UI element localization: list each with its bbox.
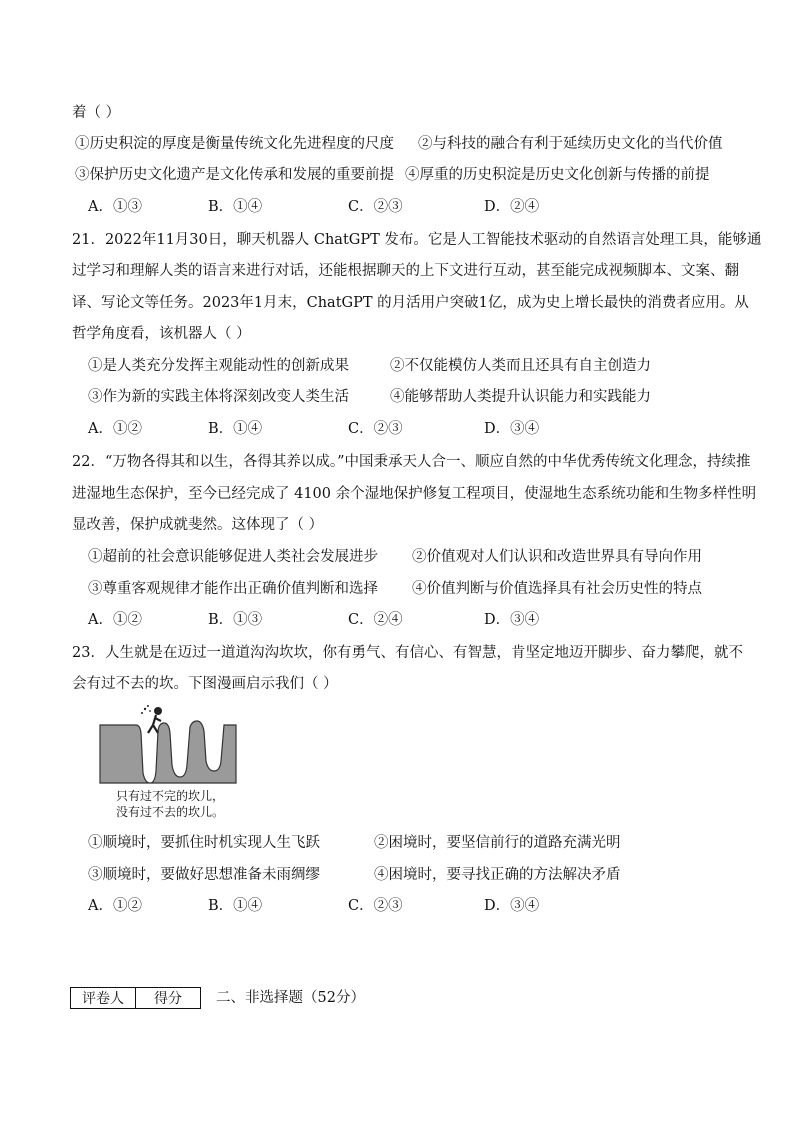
score-label: 得分	[136, 988, 201, 1009]
q20-option-2: ②与科技的融合有利于延续历史文化的当代价值	[418, 136, 723, 152]
q21-option-3: ③作为新的实践主体将深刻改变人类生活	[88, 389, 349, 405]
q22-option-2: ②价值观对人们认识和改造世界具有导向作用	[412, 549, 702, 565]
q23-answer-c: C．②③	[348, 898, 403, 914]
q23-option-2: ②困境时，要坚信前行的道路充满光明	[374, 835, 621, 851]
q23-stem-line-1: 23．人生就是在迈过一道道沟沟坎坎，你有勇气、有信心、有智慧，肯坚定地迈开脚步、奋力攀爬，就不	[72, 645, 743, 661]
q22-option-4: ④价值判断与价值选择具有社会历史性的特点	[412, 581, 702, 597]
q23-answer-b: B．①④	[208, 898, 263, 914]
q23-option-4: ④困境时，要寻找正确的方法解决矛盾	[374, 867, 621, 883]
q21-stem-line-2: 过学习和理解人类的语言来进行对话，还能根据聊天的上下文进行互动，甚至能完成视频脚本、文案、翻	[72, 263, 739, 279]
q21-stem-line-4: 哲学角度看，该机器人（ ）	[72, 326, 251, 342]
q20-answer-b: B．①④	[208, 199, 263, 215]
q21-stem-line-1: 21．2022年11月30日，聊天机器人 ChatGPT 发布。它是人工智能技术驱动的自然语言处理工具，能够通	[72, 232, 762, 248]
q22-option-1: ①超前的社会意识能够促进人类社会发展进步	[88, 549, 378, 565]
q20-answer-c: C．②③	[348, 199, 403, 215]
q22-answer-a: A．①②	[88, 612, 142, 628]
q20-answer-d: D．②④	[484, 199, 540, 215]
q21-option-4: ④能够帮助人类提升认识能力和实践能力	[390, 389, 651, 405]
q22-answer-b: B．①③	[208, 612, 263, 628]
cartoon-caption-line-1: 只有过不完的坎儿，	[116, 789, 225, 803]
q20-stem-tail: 着（ ）	[72, 105, 121, 121]
q23-answer-a: A．①②	[88, 898, 142, 914]
cartoon-caption-line-2: 没有过不去的坎儿。	[116, 805, 225, 819]
q21-answer-a: A．①②	[88, 421, 142, 437]
q21-answer-b: B．①④	[208, 421, 263, 437]
q22-stem-line-1: 22．“万物各得其和以生，各得其养以成。”中国秉承天人合一、顺应自然的中华优秀传统文化理念，持续推	[72, 454, 751, 470]
score-table	[70, 987, 201, 1009]
section-title: 二、非选择题（52分）	[216, 990, 365, 1006]
q21-option-1: ①是人类充分发挥主观能动性的创新成果	[88, 358, 349, 374]
q22-stem-line-2: 进湿地生态保护，至今已经完成了 4100 余个湿地保护修复工程项目，使湿地生态系统功能和生物多样性明	[72, 486, 757, 502]
q20-answer-a: A．①③	[88, 199, 142, 215]
q21-stem-line-3: 译、写论文等任务。2023年1月末，ChatGPT 的月活用户突破1亿，成为史上增长最快的消费者应用。从	[72, 295, 749, 311]
q21-answer-c: C．②③	[348, 421, 403, 437]
q23-option-1: ①顺境时，要抓住时机实现人生飞跃	[88, 835, 320, 851]
q21-answer-d: D．③④	[484, 421, 540, 437]
q20-option-3: ③保护历史文化遗产是文化传承和发展的重要前提	[75, 167, 394, 183]
q23-answer-d: D．③④	[484, 898, 540, 914]
ditch-terrain	[100, 721, 236, 783]
q20-option-4: ④厚重的历史积淀是历史文化创新与传播的前提	[405, 167, 710, 183]
q23-option-3: ③顺境时，要做好思想准备未雨绸缪	[88, 867, 320, 883]
q20-option-1: ①历史积淀的厚度是衡量传统文化先进程度的尺度	[75, 136, 394, 152]
q22-answer-d: D．③④	[484, 612, 540, 628]
q23-stem-line-2: 会有过不去的坎。下图漫画启示我们（ ）	[72, 676, 338, 692]
q22-option-3: ③尊重客观规律才能作出正确价值判断和选择	[88, 581, 378, 597]
q21-option-2: ②不仅能模仿人类而且还具有自主创造力	[390, 358, 651, 374]
grader-label: 评卷人	[71, 988, 136, 1009]
cartoon-caption	[116, 788, 224, 820]
q22-answer-c: C．②④	[348, 612, 403, 628]
q22-stem-line-3: 显改善，保护成就斐然。这体现了（ ）	[72, 517, 324, 533]
